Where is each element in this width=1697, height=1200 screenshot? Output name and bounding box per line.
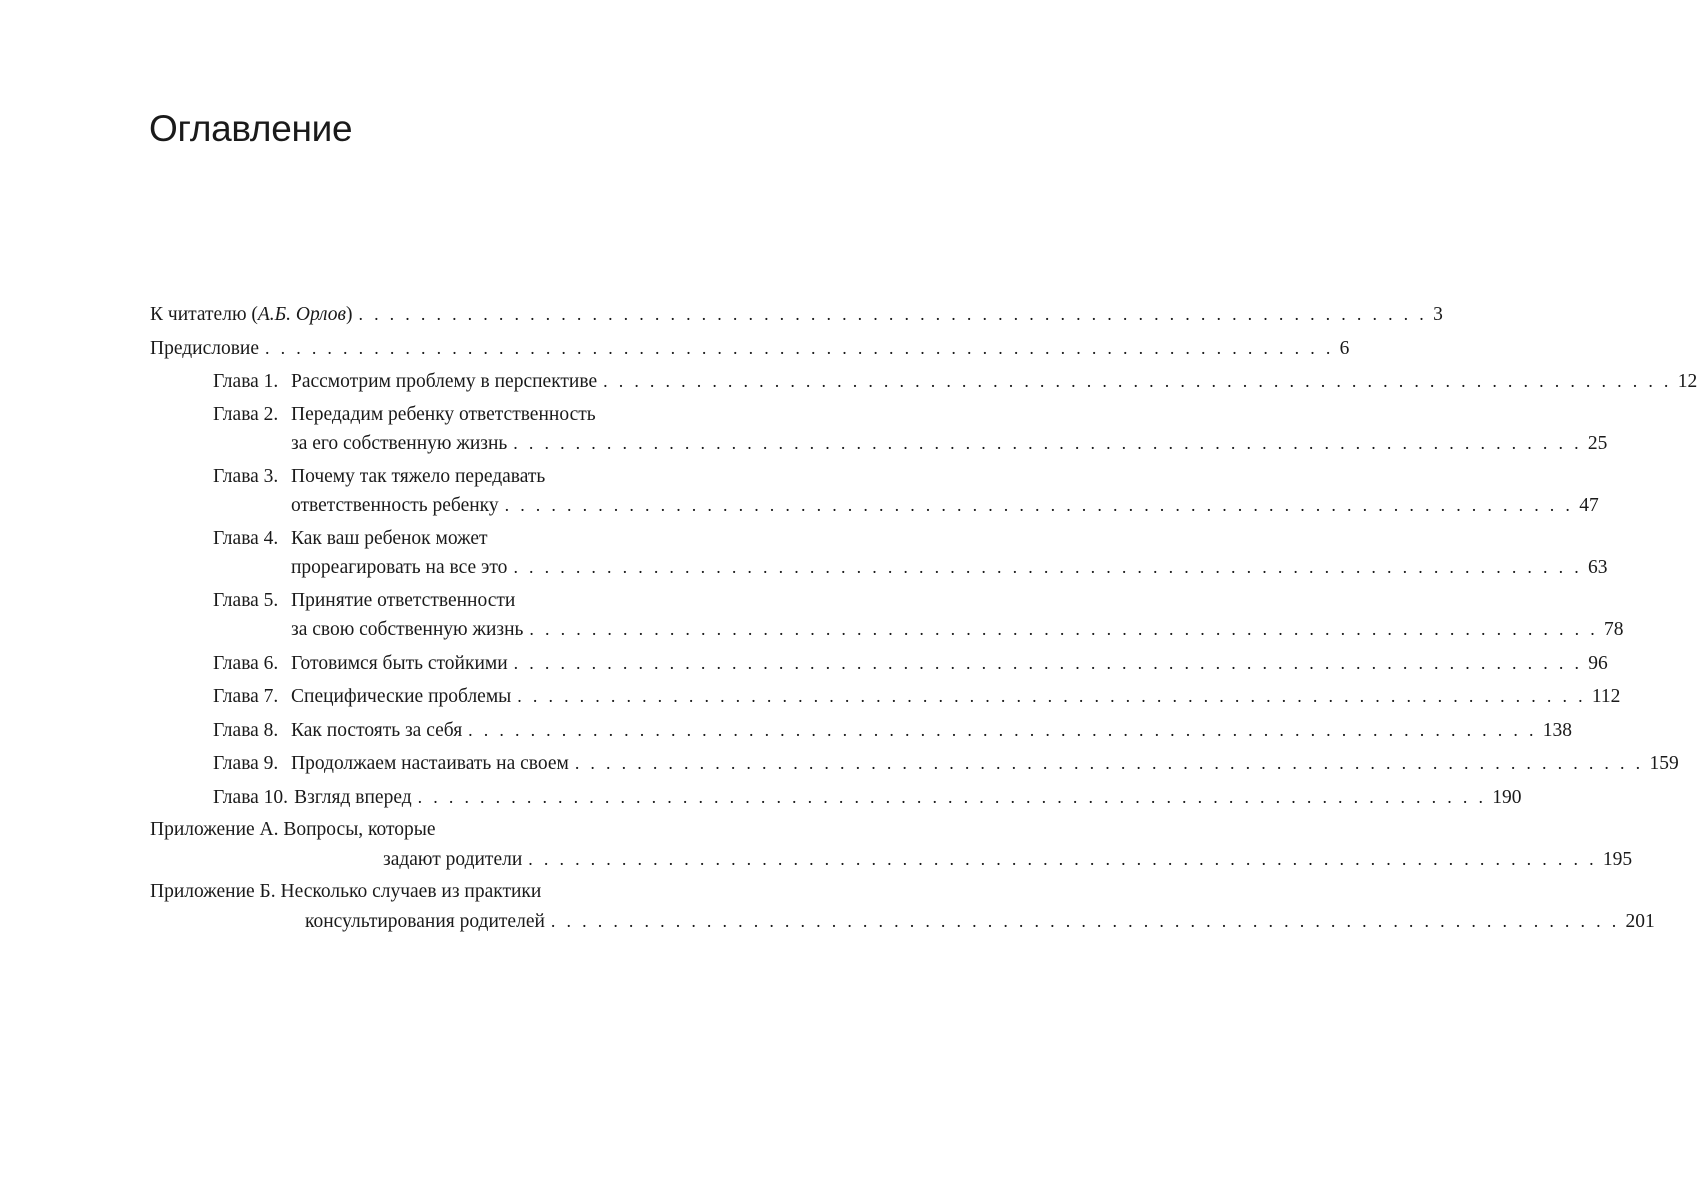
page-number: 63 — [1588, 557, 1608, 578]
dot-leader: . . . . . . . . . . . . . . . . . . . . . . . . . . . . . . . . . . . . . . . . . . . . . . . . . . . . . . . . . . . . . . . . . . . . . — [504, 495, 1574, 515]
toc-entry-text: Глава 8. Как постоять за себя — [213, 717, 462, 746]
toc-entry-appendix-a[interactable] — [150, 816, 1633, 874]
page-number: 78 — [1604, 619, 1624, 640]
toc-entry-text: Глава 9. Продолжаем настаивать на своем — [213, 750, 569, 779]
page-number: 3 — [1433, 304, 1443, 325]
chapter-number: Глава 10. — [213, 786, 289, 808]
toc-entry-text: Глава 5. Принятие ответственности — [213, 587, 515, 616]
toc-entry-chapter-1[interactable] — [150, 367, 1697, 397]
toc-entry-text-continued: прореагировать на все это — [291, 557, 508, 578]
page-number: 96 — [1588, 652, 1608, 674]
dot-leader: . . . . . . . . . . . . . . . . . . . . . . . . . . . . . . . . . . . . . . . . . . . . . . . . . . . . . . . . . . . . . . . . . . . . . — [574, 753, 1644, 773]
page-title: Оглавление — [149, 108, 353, 149]
dot-leader: . . . . . . . . . . . . . . . . . . . . . . . . . . . . . . . . . . . . . . . . . . . . . . . . . . . . . . . . . . . . . . . . . . . . . — [603, 371, 1672, 391]
toc-entry-chapter-6[interactable] — [150, 649, 1608, 679]
toc-entry-text: Глава 6. Готовимся быть стойкими — [213, 650, 508, 679]
page-number: 201 — [1625, 910, 1655, 932]
chapter-number: Глава 9. — [213, 753, 279, 774]
toc-entry-chapter-10[interactable] — [150, 783, 1522, 813]
page-number: 195 — [1602, 848, 1633, 870]
toc-entry-text: Приложение А. Вопросы, которые — [150, 819, 436, 840]
toc-entry-chapter-7[interactable] — [150, 682, 1621, 712]
toc-entry-text: Предисловие — [150, 337, 260, 359]
toc-entry-text: К читателю (А.Б. Орлов) — [150, 304, 353, 325]
toc-entry-text: Глава 1. Рассмотрим проблему в перспективе — [213, 368, 597, 397]
page-number: 159 — [1649, 753, 1679, 774]
dot-leader: . . . . . . . . . . . . . . . . . . . . . . . . . . . . . . . . . . . . . . . . . . . . . . . . . . . . . . . . . . . . . . . . . . . . . — [417, 786, 1487, 807]
toc-entry-appendix-b[interactable] — [150, 878, 1655, 936]
dot-leader: . . . . . . . . . . . . . . . . . . . . . . . . . . . . . . . . . . . . . . . . . . . . . . . . . . . . . . . . . . . . . . . . . . . . . — [528, 848, 1597, 869]
toc-entry-text: Глава 7. Специфические проблемы — [213, 683, 511, 712]
dot-leader: . . . . . . . . . . . . . . . . . . . . . . . . . . . . . . . . . . . . . . . . . . . . . . . . . . . . . . . . . . . . . . . . . . . . . — [468, 719, 1537, 740]
toc-entry-text: Глава 3. Почему так тяжело передавать — [213, 463, 545, 492]
page-number: 138 — [1542, 719, 1573, 741]
toc-entry-text-continued: консультирования родителей — [305, 910, 545, 932]
dot-leader: . . . . . . . . . . . . . . . . . . . . . . . . . . . . . . . . . . . . . . . . . . . . . . . . . . . . . . . . . . . . . . . . . . . . . — [358, 304, 1428, 324]
dot-leader: . . . . . . . . . . . . . . . . . . . . . . . . . . . . . . . . . . . . . . . . . . . . . . . . . . . . . . . . . . . . . . . . . . . . . — [513, 652, 1583, 673]
chapter-number: Глава 1. — [213, 371, 279, 392]
page-number: 190 — [1492, 786, 1522, 808]
chapter-number: Глава 7. — [213, 686, 279, 707]
chapter-number: Глава 5. — [213, 589, 279, 611]
toc-entry-preface[interactable] — [150, 334, 1350, 364]
dot-leader: . . . . . . . . . . . . . . . . . . . . . . . . . . . . . . . . . . . . . . . . . . . . . . . . . . . . . . . . . . . . . . . . . . . . . — [517, 686, 1586, 706]
chapter-number: Глава 4. — [213, 527, 279, 549]
toc-entry-reader[interactable] — [150, 300, 1443, 330]
dot-leader: . . . . . . . . . . . . . . . . . . . . . . . . . . . . . . . . . . . . . . . . . . . . . . . . . . . . . . . . . . . . . . . . . . . . . — [529, 619, 1599, 639]
dot-leader: . . . . . . . . . . . . . . . . . . . . . . . . . . . . . . . . . . . . . . . . . . . . . . . . . . . . . . . . . . . . . . . . . . . . . — [513, 433, 1582, 453]
page-number: 47 — [1579, 495, 1599, 516]
toc-entry-text-continued: задают родители — [383, 848, 523, 870]
dot-leader: . . . . . . . . . . . . . . . . . . . . . . . . . . . . . . . . . . . . . . . . . . . . . . . . . . . . . . . . . . . . . . . . . . . . . — [265, 337, 1334, 358]
toc-entry-text-continued: ответственность ребенку — [291, 495, 499, 516]
toc-entry-chapter-2[interactable] — [150, 401, 1608, 459]
toc-entry-chapter-3[interactable] — [150, 463, 1599, 521]
page-number: 6 — [1339, 337, 1350, 359]
author-name: А.Б. Орлов — [257, 304, 346, 325]
chapter-number: Глава 2. — [213, 403, 279, 425]
table-of-contents — [150, 300, 1697, 940]
page-number: 112 — [1591, 686, 1621, 707]
toc-entry-text: Глава 2. Передадим ребенку ответственность — [213, 401, 596, 430]
toc-entry-chapter-4[interactable] — [150, 525, 1608, 583]
dot-leader: . . . . . . . . . . . . . . . . . . . . . . . . . . . . . . . . . . . . . . . . . . . . . . . . . . . . . . . . . . . . . . . . . . . . . — [513, 557, 1583, 577]
toc-entry-text-continued: за его собственную жизнь — [291, 433, 508, 454]
page-number: 12 — [1677, 371, 1697, 392]
dot-leader: . . . . . . . . . . . . . . . . . . . . . . . . . . . . . . . . . . . . . . . . . . . . . . . . . . . . . . . . . . . . . . . . . . . . . — [550, 910, 1620, 931]
toc-entry-text: Приложение Б. Несколько случаев из практики — [150, 881, 542, 902]
chapter-number: Глава 8. — [213, 719, 279, 741]
toc-entry-text: Глава 4. Как ваш ребенок может — [213, 525, 488, 554]
toc-entry-text-continued: за свою собственную жизнь — [291, 619, 524, 640]
toc-entry-text: Глава 10. Взгляд вперед — [213, 784, 412, 813]
chapter-number: Глава 6. — [213, 652, 279, 674]
toc-entry-chapter-9[interactable] — [150, 749, 1679, 779]
toc-entry-chapter-8[interactable] — [150, 716, 1573, 746]
page-number: 25 — [1587, 433, 1608, 454]
chapter-number: Глава 3. — [213, 465, 279, 487]
toc-entry-chapter-5[interactable] — [150, 587, 1624, 645]
